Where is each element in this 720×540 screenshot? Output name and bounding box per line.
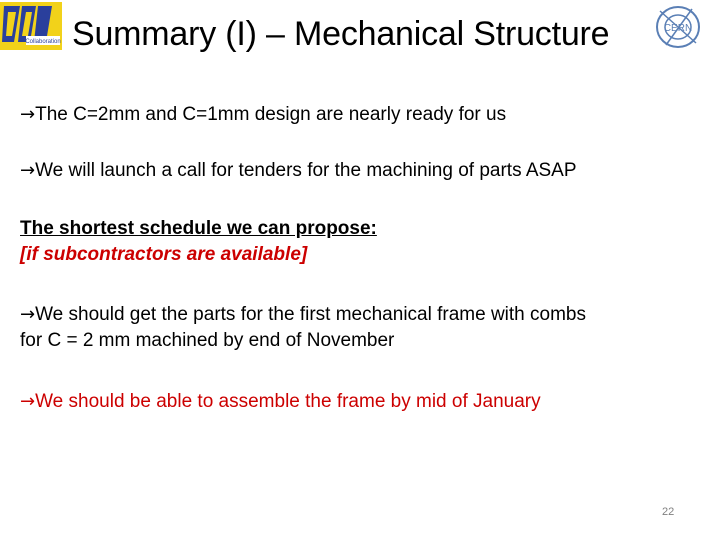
schedule-heading-block — [20, 216, 377, 268]
logo-left-text: Collaboration — [25, 39, 61, 45]
bullet-text: We will launch a call for tenders for the machining of parts ASAP — [35, 160, 577, 181]
arrow-icon: → — [20, 391, 36, 412]
bullet-text-line2: for C = 2 mm machined by end of November — [20, 330, 395, 351]
logo-right-text: CERN — [663, 23, 693, 34]
page-number: 22 — [662, 506, 675, 518]
collaboration-logo — [0, 2, 62, 50]
bullet-text: The C=2mm and C=1mm design are nearly ready for us — [35, 104, 507, 125]
arrow-icon: → — [20, 304, 36, 325]
schedule-subheading: [if subcontractors are available] — [20, 244, 308, 265]
arrow-icon: → — [20, 160, 36, 181]
bullet-design-ready — [20, 102, 506, 128]
cern-logo — [652, 3, 704, 51]
schedule-heading: The shortest schedule we can propose: — [20, 218, 377, 239]
bullet-text: We should be able to assemble the frame by mid of January — [35, 391, 541, 412]
slide-title: Summary (I) – Mechanical Structure — [72, 15, 610, 53]
bullet-parts-delivery — [20, 302, 586, 354]
bullet-assemble-frame — [20, 389, 541, 415]
bullet-call-for-tenders — [20, 158, 577, 184]
bullet-text-line1: We should get the parts for the first mechanical frame with combs — [35, 304, 586, 325]
arrow-icon: → — [20, 104, 36, 125]
